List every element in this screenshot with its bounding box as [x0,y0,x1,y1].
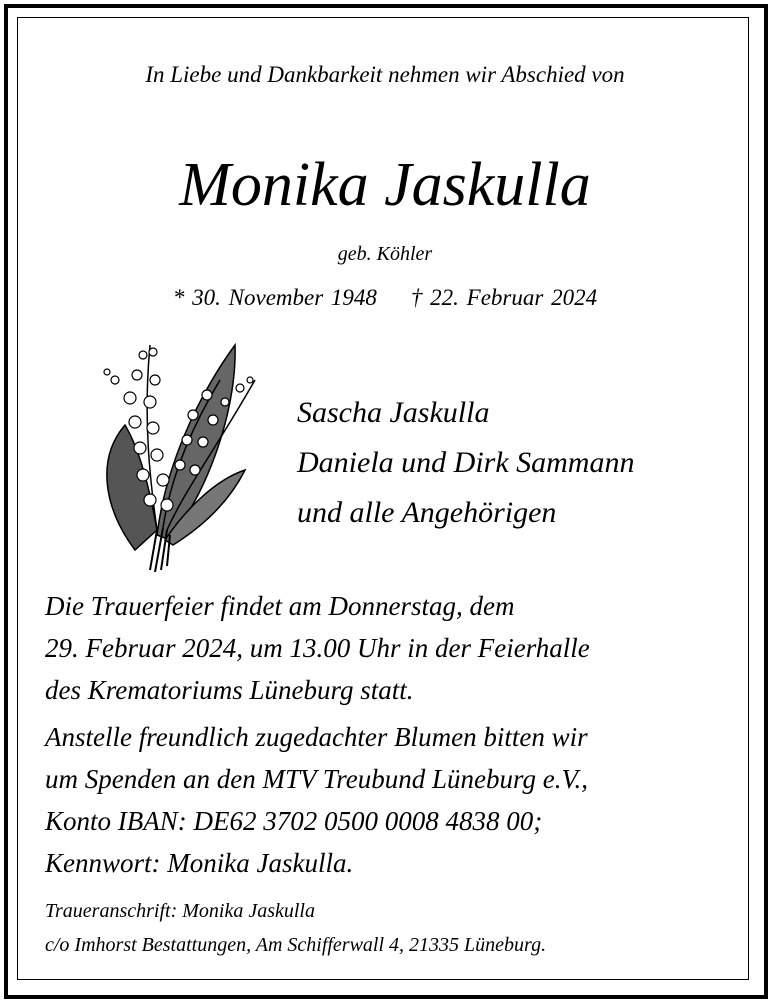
birth-date: * 30. November 1948 [172,285,377,310]
donation-line: Konto IBAN: DE62 3702 0500 0008 4838 00; [45,806,543,836]
lily-of-the-valley-bouquet-icon [95,340,265,575]
mourning-address [45,894,546,962]
mourner: Daniela und Dirk Sammann [297,446,635,479]
donation-text [45,716,588,884]
ceremony-line: Die Trauerfeier findet am Donnerstag, dem [45,591,515,621]
maiden-name: geb. Köhler [337,243,433,265]
death-date: † 22. Februar 2024 [410,285,598,310]
mourner: und alle Angehörigen [297,496,557,529]
donation-line: Anstelle freundlich zugedachter Blumen bitten wir [45,722,588,752]
mourners-list [297,388,634,538]
intro-text: In Liebe und Dankbarkeit nehmen wir Abschied von [145,62,625,87]
ceremony-line: 29. Februar 2024, um 13.00 Uhr in der Feierhalle [45,633,590,663]
donation-line: Kennwort: Monika Jaskulla. [45,848,354,878]
donation-line: um Spenden an den MTV Treubund Lüneburg e.V., [45,764,588,794]
deceased-name: Monika Jaskulla [179,151,591,219]
address-line: c/o Imhorst Bestattungen, Am Schifferwall 4, 21335 Lüneburg. [45,934,547,956]
ceremony-line: des Krematoriums Lüneburg statt. [45,675,414,705]
ceremony-text [45,585,590,711]
mourner: Sascha Jaskulla [297,396,490,429]
life-dates [0,285,770,311]
address-line: Traueranschrift: Monika Jaskulla [45,900,315,922]
